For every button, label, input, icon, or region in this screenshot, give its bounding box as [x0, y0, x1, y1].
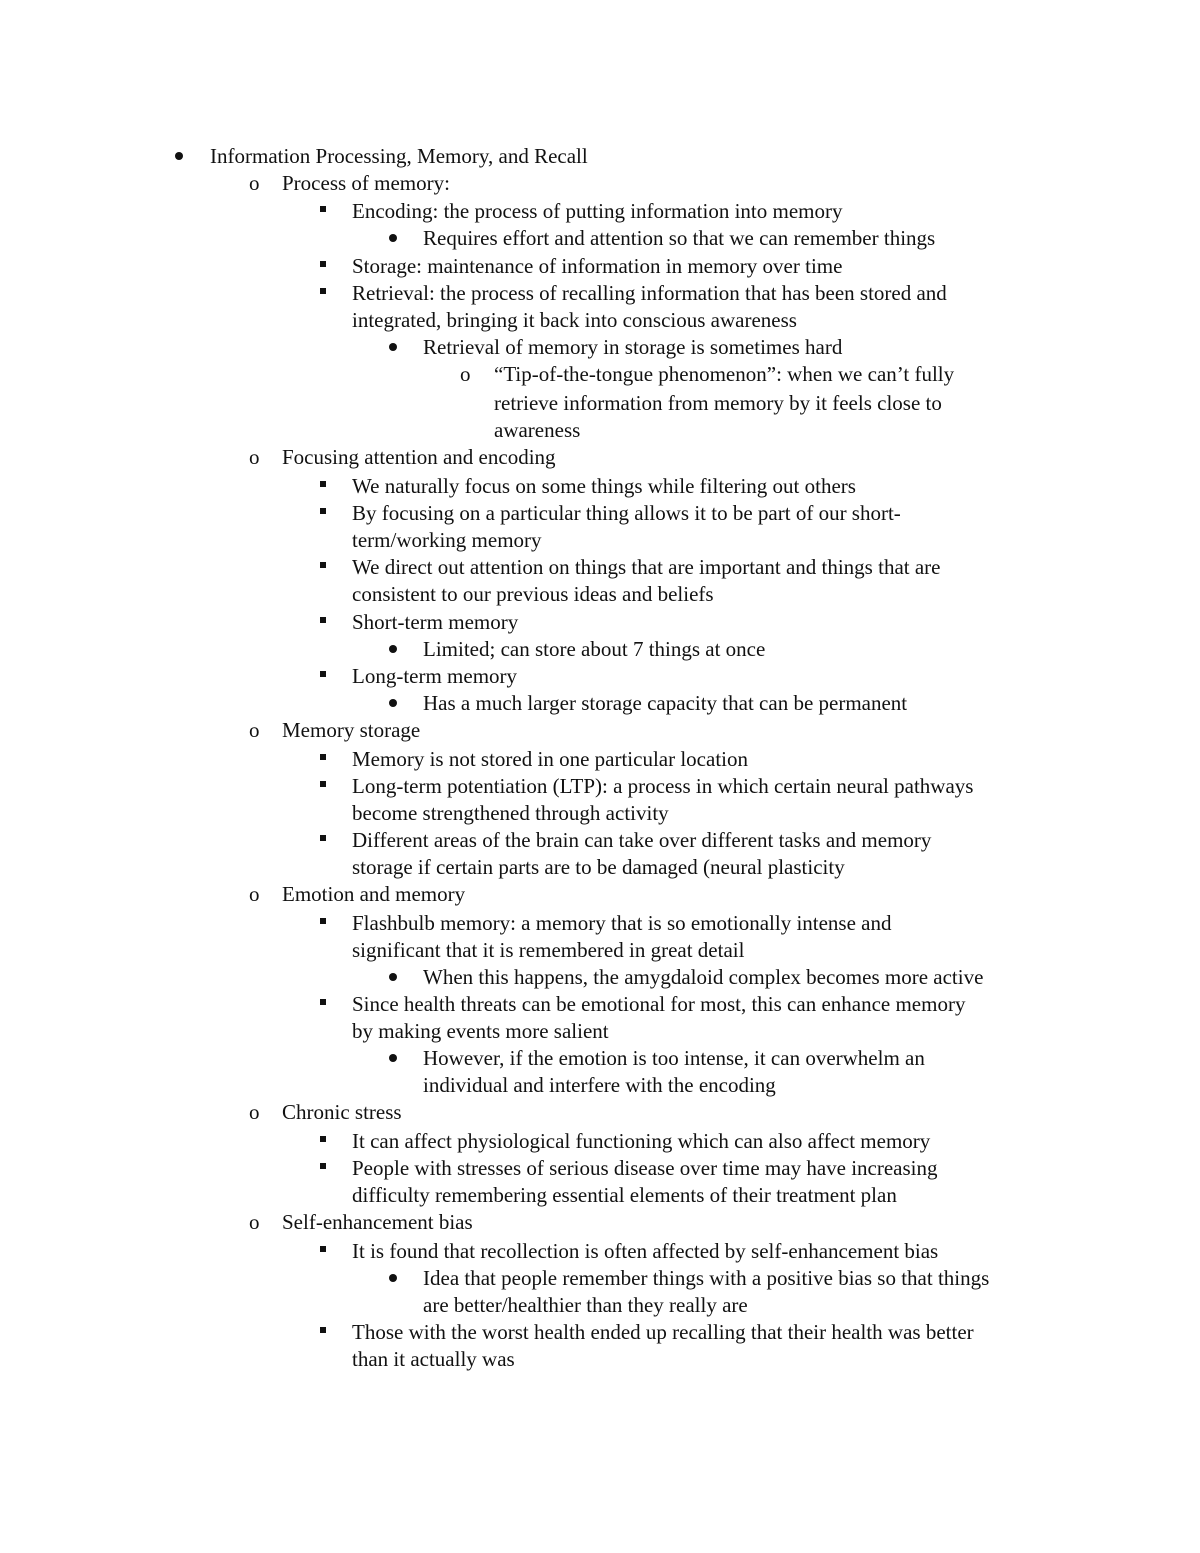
bullet-dot-icon [389, 1274, 397, 1282]
list-item: Memory is not stored in one particular location [352, 747, 748, 771]
list-item: However, if the emotion is too intense, it can overwhelm an [423, 1046, 925, 1070]
list-item: Since health threats can be emotional for most, this can enhance memory [352, 992, 966, 1016]
bullet-dot-icon [389, 234, 397, 242]
bullet-square-icon [320, 261, 326, 267]
bullet-circle-icon: o [249, 171, 260, 195]
list-item: Long-term potentiation (LTP): a process in which certain neural pathways [352, 774, 974, 798]
list-item-continuation: individual and interfere with the encoding [423, 1073, 776, 1097]
list-item-continuation: become strengthened through activity [352, 801, 669, 825]
bullet-circle-icon: o [249, 1100, 260, 1124]
list-item: We direct out attention on things that are important and things that are [352, 555, 941, 579]
bullet-square-icon [320, 671, 326, 677]
list-item-continuation: consistent to our previous ideas and beliefs [352, 582, 714, 606]
list-item: People with stresses of serious disease over time may have increasing [352, 1156, 938, 1180]
bullet-square-icon [320, 508, 326, 514]
list-item-continuation: term/working memory [352, 528, 542, 552]
list-item: It is found that recollection is often affected by self-enhancement bias [352, 1239, 939, 1263]
list-item: Encoding: the process of putting information into memory [352, 199, 843, 223]
list-item: Short-term memory [352, 610, 519, 634]
bullet-dot-icon [389, 645, 397, 653]
list-item-continuation: are better/healthier than they really are [423, 1293, 748, 1317]
bullet-square-icon [320, 617, 326, 623]
section-heading: Emotion and memory [282, 882, 466, 906]
list-item: Those with the worst health ended up recalling that their health was better [352, 1320, 974, 1344]
list-item: Retrieval: the process of recalling information that has been stored and [352, 281, 947, 305]
bullet-circle-icon: o [249, 882, 260, 906]
list-item: We naturally focus on some things while filtering out others [352, 474, 856, 498]
bullet-square-icon [320, 1136, 326, 1142]
list-item: Has a much larger storage capacity that can be permanent [423, 691, 908, 715]
list-item: Flashbulb memory: a memory that is so emotionally intense and [352, 911, 892, 935]
bullet-square-icon [320, 1246, 326, 1252]
bullet-circle-icon: o [249, 445, 260, 469]
list-item-continuation: storage if certain parts are to be damaged (neural plasticity [352, 855, 845, 879]
list-item: “Tip-of-the-tongue phenomenon”: when we can’t fully [494, 362, 955, 386]
bullet-square-icon [320, 288, 326, 294]
bullet-circle-icon: o [249, 718, 260, 742]
bullet-square-icon [320, 754, 326, 760]
bullet-square-icon [320, 1327, 326, 1333]
list-item: Retrieval of memory in storage is sometimes hard [423, 335, 843, 359]
list-item: Storage: maintenance of information in memory over time [352, 254, 843, 278]
bullet-square-icon [320, 781, 326, 787]
list-item: Limited; can store about 7 things at once [423, 637, 766, 661]
bullet-dot-icon [389, 343, 397, 351]
section-heading: Self-enhancement bias [282, 1210, 473, 1234]
bullet-dot-icon [389, 973, 397, 981]
section-heading: Process of memory: [282, 171, 450, 195]
list-item-continuation: by making events more salient [352, 1019, 609, 1043]
bullet-square-icon [320, 206, 326, 212]
list-item-continuation: significant that it is remembered in great detail [352, 938, 745, 962]
list-item: Different areas of the brain can take over different tasks and memory [352, 828, 932, 852]
list-item: Long-term memory [352, 664, 518, 688]
section-heading: Focusing attention and encoding [282, 445, 556, 469]
bullet-square-icon [320, 999, 326, 1005]
bullet-square-icon [320, 562, 326, 568]
list-item: When this happens, the amygdaloid complex becomes more active [423, 965, 984, 989]
list-item-continuation: retrieve information from memory by it feels close to [494, 391, 942, 415]
list-item: It can affect physiological functioning which can also affect memory [352, 1129, 931, 1153]
list-item: By focusing on a particular thing allows it to be part of our short- [352, 501, 901, 525]
bullet-square-icon [320, 918, 326, 924]
main-topic: Information Processing, Memory, and Recall [210, 144, 588, 168]
list-item: Requires effort and attention so that we can remember things [423, 226, 936, 250]
bullet-square-icon [320, 835, 326, 841]
section-heading: Chronic stress [282, 1100, 402, 1124]
list-item: Idea that people remember things with a positive bias so that things [423, 1266, 990, 1290]
bullet-square-icon [320, 481, 326, 487]
bullet-dot-icon [389, 699, 397, 707]
list-item-continuation: awareness [494, 418, 581, 442]
bullet-circle-icon: o [249, 1210, 260, 1234]
bullet-square-icon [320, 1163, 326, 1169]
list-item-continuation: integrated, bringing it back into conscious awareness [352, 308, 797, 332]
list-item-continuation: difficulty remembering essential elements of their treatment plan [352, 1183, 897, 1207]
bullet-dot-icon [389, 1054, 397, 1062]
list-item-continuation: than it actually was [352, 1347, 515, 1371]
section-heading: Memory storage [282, 718, 421, 742]
bullet-dot-icon [175, 152, 183, 160]
bullet-circle-icon: o [460, 362, 471, 386]
